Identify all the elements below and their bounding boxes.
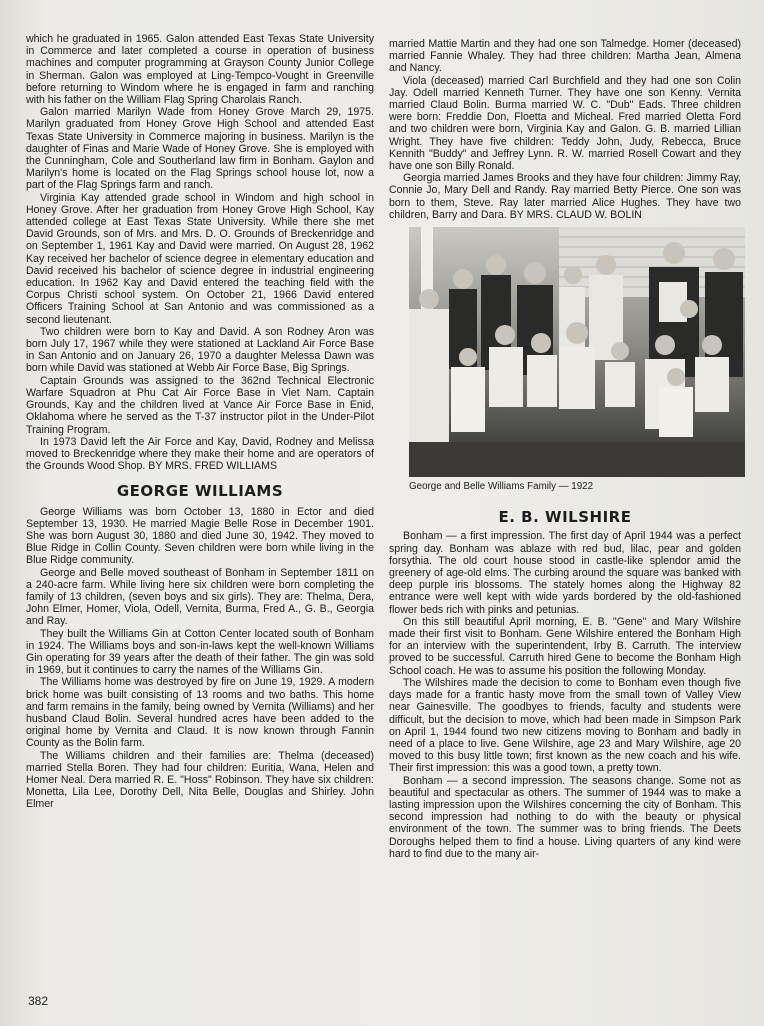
right-column <box>389 38 741 860</box>
paragraph: Two children were born to Kay and David. A son Rodney Aron was born July 17, 1967 while they were stationed at Lackland Air Force Base in San Antonio and on January 26, 1970 a daughter Melessa Dawn was born while David was stationed at Webb Air Force Base, Big Springs. <box>26 325 374 375</box>
paragraph: Viola (deceased) married Carl Burchfield and they had one son Colin Jay. Odell married Kenneth Turner. They have one son Kenny. Vernita married Claud Bolin. Burma married W. C. "Dub" Eads. Three children were born: Freddie Don, Floetta and Micheal. Fred married Oletta Ford and two children were born, Virginia Kay and Galon. G. B. married Lillian Wright. They have five children: Teddy John, Judy, Rebecca, Bruce Kennith "Buddy" and Jeffrey Lynn. R. W. married Rosell Cowart and they have one son Billy Ronald. <box>389 74 741 173</box>
paragraph: On this still beautiful April morning, E. B. "Gene" and Mary Wilshire made their first visit to Bonham. Gene Wilshire entered the Bonham High for an interview with the superintendent, Irby B. Carruth. The interview proved to be successful. Carruth hired Gene to become the Bonham High School coach. He was to assume his position the following Monday. <box>389 615 741 677</box>
left-column <box>26 33 374 811</box>
paragraph: George and Belle moved southeast of Bonham in September 1811 on a 240-acre farm. While living here six children were born completing the family of 13 children, (seven boys and six girls). They are: Thelma, Dera, John Elmer, Homer, Viola, Odell, Vernita, Burma, Fred A., G. B., Georgia and Ray. <box>26 566 374 628</box>
section-heading-e-b-wilshire: E. B. WILSHIRE <box>498 508 632 527</box>
page-number: 382 <box>28 994 49 1008</box>
paragraph: Galon married Marilyn Wade from Honey Grove March 29, 1975. Marilyn graduated from Honey Grove High School and attended East Texas State University in Commerce majoring in business. Marilyn is the daughter of Finas and Marie Wade of Honey Grove. She is employed with the Cunningham, Cole and Southerland law firm in Bonham. Gaylon and Marilyn's home is located on the Flag Springs school house lot, now a part of the Flag Springs farm and ranch. <box>26 106 374 192</box>
paragraph: Georgia married James Brooks and they have four children: Jimmy Ray, Connie Jo, Mary Dell and Randy. Ray married Betty Pierce. One son was born to them, Steve. Ray later married Alice Hughes. They have two children, Barry and Dara. BY MRS. CLAUD W. BOLIN <box>389 172 741 221</box>
paragraph: Bonham — a second impression. The seasons change. Some not as beautiful and spectacular as others. The summer of 1944 was to make a lasting impression upon the Wilshires concerning the city of Bonham. This second impression had nothing to do with the beauty or physical environment of the town. The summer was to bring friends. The Deets Doroughs helped them to find a house. Living quarters of any kind were hard to find due to the many air- <box>389 774 741 860</box>
paragraph: They built the Williams Gin at Cotton Center located south of Bonham in 1924. The Williams boys and son-in-laws kept the well-known Williams Gin operating for 39 years after the death of their father. The gin was sold in 1969, but it continues to carry the names of the Williams Gin. <box>26 627 374 677</box>
paragraph: The Williams home was destroyed by fire on June 19, 1929. A modern brick home was built consisting of 13 rooms and two baths. This home and farm remains in the family, being owned by Vernita (Williams) and her husband Claud Bolin. Several hundred acres have been added to the original home by Vernita and Claud. It is now known through Fannin County as the Bolin farm. <box>26 676 374 750</box>
paragraph: Bonham — a first impression. The first day of April 1944 was a perfect spring day. Bonham was ablaze with red bud, lilac, pear and golden forsythia. The old court house stood in castle-like splendor amid the greenery of age-old elms. The curbing around the square was banked with deep purple iris blossoms. The stately homes along the Highway 82 entrance were well kept with wide yards bordered by the old-fashioned flower beds rich with pinks and petunias. <box>389 530 741 616</box>
paragraph: The Wilshires made the decision to come to Bonham even though five days made for a frantic hasty move from the small town of Valley View near Gainesville. The goodbyes to friends, faculty and students were difficult, but the decision to move, which had been made in Simpson Park on April 1, 1944 found two new citizens moving to Bonham and badly in need of a place to live. Gene Wilshire, age 23 and Mary Wilshire, age 20 moved to this busy little town; first known as the new coach and his wife. Their first impression: this was a good town, a pretty town. <box>389 676 741 775</box>
paragraph: In 1973 David left the Air Force and Kay, David, Rodney and Melissa moved to Breckenridge where they make their home and are operators of the Grounds Wood Shop. BY MRS. FRED WILLIAMS <box>26 435 374 473</box>
photo-caption: George and Belle Williams Family — 1922 <box>409 481 594 493</box>
family-photo-illustration <box>409 227 745 477</box>
family-photo <box>409 227 745 477</box>
paragraph: which he graduated in 1965. Galon attended East Texas State University in Commerce and later completed a course in operation of business machines and computer programming at Grayson County Junior College in Sherman. Galon was employed at Ling-Tempco-Vought in Greenville before returning to Windom where he is engaged in farm and ranching with his father on the William Flag Spring Charolais Ranch. <box>26 33 374 107</box>
paragraph: The Williams children and their families are: Thelma (deceased) married Stella Boren. They had four children: Euritia, Wana, Helen and Homer Neal. Dera married R. E. "Hoss" Robinson. They have six children: Monetta, Lila Lee, Dorothy Dell, Nita Belle, Douglas and Shirley. John Elmer <box>26 749 374 811</box>
paragraph: married Mattie Martin and they had one son Talmedge. Homer (deceased) married Fannie Whaley. They had three children: Martha Jean, Almena and Nancy. <box>389 38 741 75</box>
paragraph: Virginia Kay attended grade school in Windom and high school in Honey Grove. After her graduation from Honey Grove High School, Kay attended college at East Texas State University. While there she met David Grounds, son of Mrs. and Mrs. D. O. Grounds of Breckenridge and on September 1, 1961 Kay and David were married. On August 28, 1962 Kay received her bachelor of science degree in elementary education and David received his bachelor of science degree in industrial engineering education. In 1962 Kay and David entered the teaching field with the Corpus Christi school system. On October 21, 1966 David entered Officers Training School at San Antonio and was commissioned as a second lieutenant. <box>26 191 374 326</box>
paragraph: Captain Grounds was assigned to the 362nd Technical Electronic Warfare Squadron at Phu Cat Air Force Base in Viet Nam. Captain Grounds, Kay and the children lived at Vance Air Force Base in Enid, Oklahoma where he served as the T-37 instructor pilot in the Under-Pilot Training Program. <box>26 374 374 436</box>
section-heading-george-williams: GEORGE WILLIAMS <box>116 482 284 501</box>
paragraph: George Williams was born October 13, 1880 in Ector and died September 13, 1930. He married Magie Belle Rose in December 1901. She was born August 30, 1880 and died June 30, 1942. They moved to Blue Ridge in Collin County. Seven children were born while living in the Blue Ridge community. <box>26 505 374 567</box>
